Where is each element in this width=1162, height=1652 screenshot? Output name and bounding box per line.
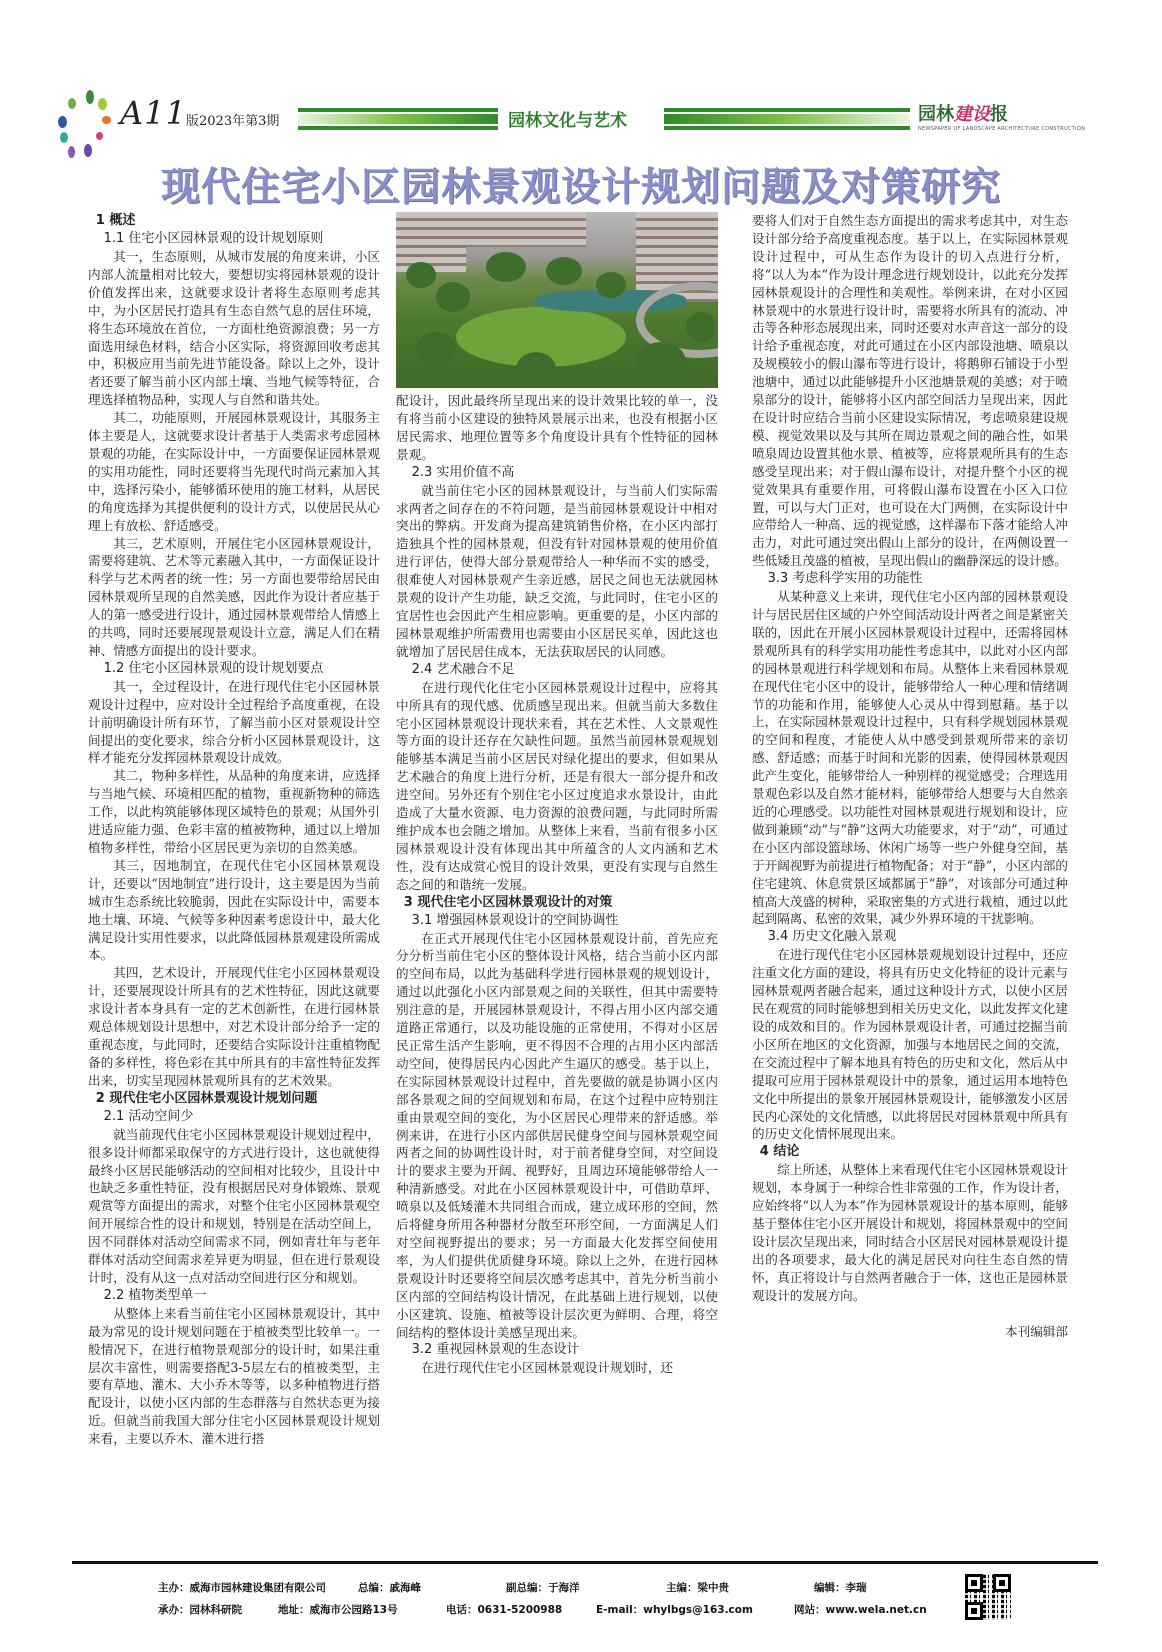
subsection-heading: 3.1 增强园林景观设计的空间协调性 xyxy=(411,912,619,928)
header-band-left xyxy=(298,108,498,130)
paragraph: 在进行现代住宅小区园林景观设计规划时，还 xyxy=(421,1360,674,1376)
footer-email: E-mail：whylbgs@163.com xyxy=(596,1603,753,1616)
footer-row-1 xyxy=(158,1576,927,1598)
brand-subtitle: NEWSPAPER OF LANDSCAPE ARCHITECTURE CONSTRUCTION xyxy=(918,126,1086,132)
subsection-heading: 2.2 植物类型单一 xyxy=(103,1287,207,1303)
paragraph: 其四，艺术设计，开展现代住宅小区园林景观设计，还要展现设计所具有的艺术性特征，因此这就要求设计者本身具有一定的艺术创新性，在进行园林景观总体规划设计思想中，对艺术设计部分给予一定的重视态度，与此同时，还要结合实际设计注重植物配备的多样性，将色彩在其中所具有的丰富性特征发挥出来，切实呈现园林景观所具有的艺术效果。 xyxy=(88,965,380,1088)
masthead xyxy=(58,90,1098,148)
footer-chief-editor: 总编：戚海峰 xyxy=(358,1581,421,1594)
paragraph: 其二，功能原则，开展园林景观设计，其服务主体主要是人，这就要求设计者基于人类需求考虑园林景观的功能，在实际设计中，一方面要保证园林景观的实用功能性，同时还要将当先现代时尚元素加入其中，选择污染小，能够循环使用的施工材料，从居民的角度选择为其提供便利的设计方式，以使居民从心理上有放松、舒适感受。 xyxy=(88,410,380,533)
paragraph: 从某种意义上来讲，现代住宅小区内部的园林景观设计与居民居住区域的户外空间活动设计两者之间是紧密关联的，因此在开展小区园林景观设计过程中，还需将园林景观所具有的科学实用功能性考虑其中，以此对小区内部的园林景观进行科学规划和布局。从整体上来看园林景观在现代住宅小区中的设计，能够带给人一种心理和情绪调节的功能和作用，能够使人心灵从中得到慰藉。基于以上，在实际园林景观设计过程中，只有科学规划园林景观的空间和程度，才能使人从中感受到景观所带来的亲切感、舒适感；而基于时间和光影的因素，使得园林景观因此产生变化，能够带给人一种别样的视觉感受；合理选用景观色彩以及自然才能材料，能够带给人想要与大自然亲近的心理感受。以功能性对园林景观进行规划和设计，应做到兼顾“动”与“静”这两大功能要求，对于“动”，可通过在小区内部设篮球场、休闲广场等一些户外健身空间，基于开阔视野为前提进行植物配备；对于“静”，小区内部的住宅建筑、休息赏景区域都属于“静”，对该部分可通过种植高大茂盛的树种，采取密集的方式进行栽植，通过以此起到隔离、私密的效果，减少外界环境的干扰影响。 xyxy=(752,589,1068,927)
subsection-heading: 1.2 住宅小区园林景观的设计规划要点 xyxy=(103,660,324,676)
footer xyxy=(158,1576,927,1620)
brand-part-3: 报 xyxy=(990,104,1008,125)
column-1 xyxy=(88,212,380,1448)
footer-organizer: 承办：园林科研院 xyxy=(158,1603,242,1616)
footer-website: 网站：www.wela.net.cn xyxy=(794,1603,927,1616)
column-2-text xyxy=(396,392,718,1377)
footer-sponsor: 主办：威海市园林建设集团有限公司 xyxy=(158,1581,326,1594)
footer-row-2 xyxy=(158,1598,927,1620)
paragraph: 综上所述，从整体上来看现代住宅小区园林景观设计规划，本身属于一种综合性非常强的工作，作为设计者，应始终将“以人为本”作为园林景观设计的基本原则，能够基于整体住宅小区开展设计和规划，将园林景观中的空间设计层次呈现出来，同时结合小区居民对园林景观设计提出的各项要求，最大化的满足居民对向往生态自然的情怀，真正将设计与自然两者融合于一体，这也正是园林景观设计的发展方向。 xyxy=(752,1162,1068,1303)
footer-editor-in-charge: 主编：梁中贵 xyxy=(666,1581,729,1594)
section-heading: 1 概述 xyxy=(95,213,136,228)
byline: 本刊编辑部 xyxy=(1005,1323,1068,1339)
paragraph: 其三，艺术原则，开展住宅小区园林景观设计，需要将建筑、艺术等元素融入其中，一方面保证设计科学与艺术两者的统一性；另一方面也要带给居民由园林景观所呈现的自然美感，因此作为设计者应基于人的第一感受进行设计，通过园林景观带给人情感上的共鸣，同时还要展现景观设计立意，满足人们在精神、情感方面提出的设计要求。 xyxy=(88,535,380,658)
header-band-right xyxy=(664,108,910,130)
subsection-heading: 3.4 历史文化融入景观 xyxy=(767,929,897,945)
subsection-heading: 3.3 考虑科学实用的功能性 xyxy=(767,571,923,587)
section-heading: 4 结论 xyxy=(759,1144,800,1160)
issue-label: 版2023年第3期 xyxy=(186,114,280,129)
section-heading: 2 现代住宅小区园林景观设计规划问题 xyxy=(95,1090,318,1106)
subsection-heading: 2.3 实用价值不高 xyxy=(411,464,515,480)
paragraph: 从整体上来看当前住宅小区园林景观设计，其中最为常见的设计规划问题在于植被类型比较单一。一般情况下，在进行植物景观部分的设计时，如果注重层次丰富性，则需要搭配3-5层左右的植被类型，主要有草地、灌木、大小乔木等等，以多种植物进行搭配设计，以使小区内部的生态群落与自然状态更为接近。但就当前我国大部分住宅小区园林景观设计规划来看，主要以乔木、灌木进行搭 xyxy=(88,1305,380,1447)
footer-phone: 电话：0631-5200988 xyxy=(446,1603,563,1616)
subsection-heading: 2.1 活动空间少 xyxy=(103,1108,194,1124)
footer-deputy-editor: 副总编：于海洋 xyxy=(506,1581,580,1594)
paragraph: 就当前住宅小区的园林景观设计，与当前人们实际需求两者之间存在的不符问题，是当前园林景观设计中相对突出的弊病。开发商为提高建筑销售价格，在小区内部打造独具个性的园林景观，但没有针对园林景观的使用价值进行评估，使得大部分景观带给人一种华而不实的感受，很难使人对园林景观产生亲近感，居民之间也无法就园林景观的设计产生功能，缺乏交流，与此同时，住宅小区的宜居性也会因此产生相应影响。更重要的是，小区内部的园林景观维护所需费用也需要由小区居民买单，因此这也就增加了居民居住成本，无法获取居民的认同感。 xyxy=(396,482,718,659)
brand-logo xyxy=(918,100,1008,126)
subsection-heading: 3.2 重视园林景观的生态设计 xyxy=(411,1342,580,1358)
subsection-heading: 2.4 艺术融合不足 xyxy=(411,661,515,677)
paragraph: 其二，物种多样性，从品种的角度来讲，应选择与当地气候、环境相匹配的植物，重视新物种的筛选工作，以此构筑能够体现区域特色的景观；从国外引进适应能力强、色彩丰富的植被物种，通过以上增加植物多样性，带给小区居民更为亲切的自然美感。 xyxy=(88,768,380,855)
section-heading: 3 现代住宅小区园林景观设计的对策 xyxy=(403,894,613,910)
qr-code-icon xyxy=(965,1574,1011,1620)
paragraph: 其一，生态原则，从城市发展的角度来讲，小区内部人流量相对比较大，要想切实将园林景观的设计价值发挥出来，这就要求设计者将生态原则考虑其中，为小区居民打造具有生态自然气息的居住环境，将生态环境放在首位，一方面杜绝资源浪费；另一方面选用绿色材料，结合小区实际，将资源回收考虑其中，积极应用当前先进节能设备。除以上之外，设计者还要了解当前小区内部土壤、当地气候等特征，合理选择植物品种，实现人与自然和谐共处。 xyxy=(88,249,380,408)
paragraph: 在进行现代化住宅小区园林景观设计过程中，应将其中所具有的现代感、优质感呈现出来。但就当前大多数住宅小区园林景观设计现状来看，其在艺术性、人文景观性等方面的设计还存在欠缺性问题。虽然当前园林景观规划能够基本满足当前小区居民对绿化提出的要求，但如果从艺术融合的角度上进行分析，还是有很大一部分提升和改进空间。另外还有个别住宅小区过度追求水景设计，由此造成了大量水资源、电力资源的浪费问题，与此同时所需维护成本也会随之增加。从整体上来看，当前有很多小区园林景观设计没有体现出其中所蕴含的人文内涵和艺术性，没有达成赏心悦目的设计效果，更没有实现与自然生态之间的和谐统一发展。 xyxy=(396,679,718,892)
paragraph: 配设计，因此最终所呈现出来的设计效果比较的单一，没有将当前小区建设的独特风景展示出来，也没有根据小区居民需求、地理位置等多个角度设计具有个性特征的园林景观。 xyxy=(396,393,718,462)
page-number: A11 xyxy=(120,94,187,132)
logo-petals-icon xyxy=(58,90,120,160)
column-2 xyxy=(396,212,718,1377)
paragraph: 就当前现代住宅小区园林景观设计规划过程中，很多设计师都采取保守的方式进行设计，这也就使得最终小区居民能够活动的空间相对比较少，且设计中也缺乏多重性特征，没有根据居民对身体锻炼、景观观赏等方面提出的需求，对整个住宅小区园林景观空间开展综合性的设计和规划，特别是在活动空间上，因不同群体对活动空间需求不同，例如青壮年与老年群体对活动空间需求差异更为明显，但在进行景观设计时，没有从这一点对活动空间进行区分和规划。 xyxy=(88,1126,380,1285)
footer-address: 地址：威海市公园路13号 xyxy=(278,1603,398,1616)
paragraph: 在正式开展现代住宅小区园林景观设计前，首先应充分分析当前住宅小区的整体设计风格，结合当前小区内部的空间布局，以此为基础科学进行园林景观的规划设计，通过以此强化小区内部景观之间的关联性，但其中需要特别注意的是，开展园林景观设计，不得占用小区内部交通道路正常通行，以及功能设施的正常使用，不得对小区居民正常生活产生影响，更不得因不合理的占用小区内部活动空间，使得居民内心因此产生逼仄的感受。基于以上，在实际园林景观设计过程中，首先要做的就是协调小区内部各景观之间的空间规划和布局，在这个过程中应特别注重由景观空间的变化，为小区居民心理带来的舒适感。举例来讲，在进行小区内部供居民健身空间与园林景观空间两者之间的协调性设计时，对于前者健身空间，对空间设计的要求主要为开阔、视野好，且周边环境能够带给人一种清新感受。对此在小区园林景观设计中，可借助草坪、喷泉以及低矮灌木共同组合而成，建立成环形的空间，然后将健身所用各种器材分散至环形空间，一方面满足人们对空间视野提出的要求；另一方面最大化发挥空间使用率，为人们提供优质健身环境。除以上之外，在进行园林景观设计时还要将空间层次感考虑其中，首先分析当前小区内部的空间结构设计情况，在此基础上进行规划，以使小区建筑、设施、植被等设计层次更为鲜明、合理，将空间结构的整体设计美感呈现出来。 xyxy=(396,930,718,1340)
footer-rule xyxy=(72,1561,1098,1564)
footer-editor: 编辑：李瑞 xyxy=(814,1581,867,1594)
article-title: 现代住宅小区园林景观设计规划问题及对策研究 xyxy=(160,165,1001,210)
brand-part-2: 建设 xyxy=(954,104,990,125)
paragraph: 其三，因地制宜，在现代住宅小区园林景观设计，还要以“因地制宜”进行设计，这主要是因为当前城市生态系统比较脆弱，因此在实际设计中，需要本地土壤、环境、气候等多种因素考虑设计中，最大化满足设计实用性要求，以此降低园林景观建设所需成本。 xyxy=(88,857,380,963)
paragraph: 在进行现代住宅小区园林景观规划设计过程中，还应注重文化方面的建设，将具有历史文化特征的设计元素与园林景观两者融合起来，通过这种设计方式，以使小区居民在观赏的同时能够想到相关历史文化，以此发挥文化建设的成效和目的。作为园林景观设计者，可通过挖掘当前小区所在地区的文化资源，加强与本地居民之间的交流，在交流过程中了解本地具有特色的历史和文化，然后从中提取可应用于园林景观设计中的景象，通过运用本地特色文化中所提出的景象开展园林景观设计，能够激发小区居民内心深处的文化情感，以此将居民对园林景观中所具有的历史文化情怀展现出来。 xyxy=(752,947,1068,1142)
brand-part-1: 园林 xyxy=(918,104,954,125)
section-name: 园林文化与艺术 xyxy=(508,111,627,131)
paragraph: 要将人们对于自然生态方面提出的需求考虑其中，对生态设计部分给予高度重视态度。基于以上，在实际园林景观设计过程中，可从生态作为设计的切入点进行分析，将“以人为本”作为设计理念进行规划设计，以此充分发挥园林景观设计的合理性和美观性。举例来讲，在对小区园林景观中的水景进行设计时，需要将水所具有的流动、冲击等各种形态展现出来，同时还要对水声音这一部分的设计给予重视态度，对此可通过在小区内部设池塘、喷泉以及规模较小的假山瀑布等进行设计，将鹅卵石铺设于小型池塘中，通过以此能够提升小区池塘景观的美感；对于喷泉部分的设计，能够将小区内部空间活力呈现出来，因此在设计时应结合当前小区建设实际情况，考虑喷泉建设规模、视觉效果以及与其所在周边景观之间的融合性，如果喷泉周边设置其他水景、植被等，应将景观所具有的生态感受呈现出来；对于假山瀑布设计，对提升整个小区的视觉效果具有重要作用，可将假山瀑布设置在小区入口位置，可以与大门正对，也可设在大门两侧，在实际设计中应带给人一种高、远的视觉感，这样瀑布下落才能给人冲击力，对此可通过突出假山上部分的设计，在两侧设置一些低矮且茂盛的植被，呈现出假山的幽静深远的设计感。 xyxy=(752,213,1068,569)
column-3 xyxy=(752,212,1068,1340)
subsection-heading: 1.1 住宅小区园林景观的设计规划原则 xyxy=(103,231,324,246)
paragraph: 其一，全过程设计，在进行现代住宅小区园林景观设计过程中，应对设计全过程给予高度重视，在设计前明确设计所有环节，了解当前小区对景观设计空间提出的变化要求，综合分析小区园林景观设计，这样才能充分发挥园林景观设计成效。 xyxy=(88,678,380,766)
landscape-photo xyxy=(396,212,718,388)
